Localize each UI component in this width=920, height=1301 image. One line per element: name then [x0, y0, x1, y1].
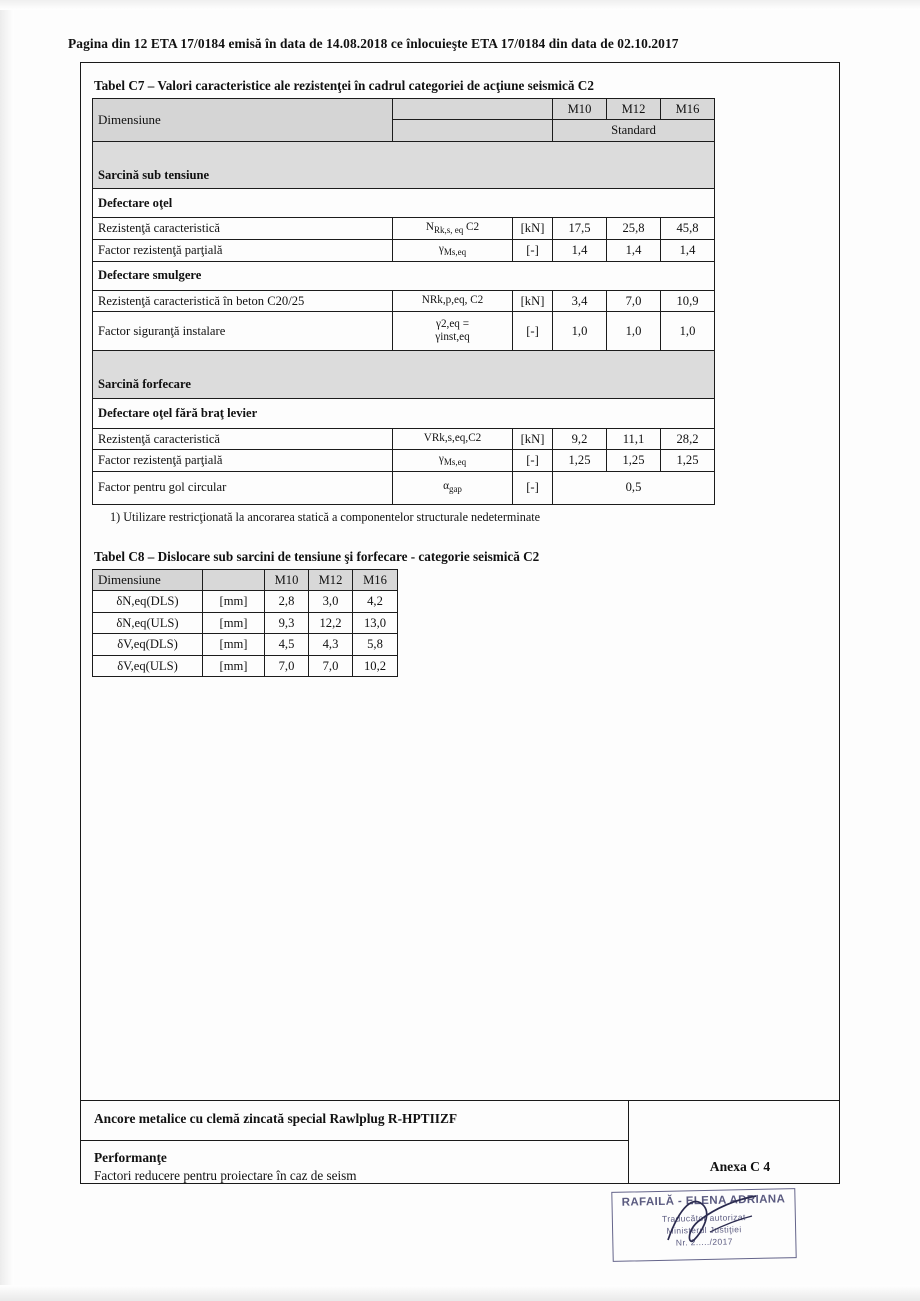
- stamp-line-2: Traducător autorizat: [661, 1212, 746, 1224]
- c7-section-steel-failure: Defectare oţel: [93, 189, 715, 218]
- c8-row2-v1: 4,3: [309, 634, 353, 655]
- c7-standard-label: Standard: [553, 120, 715, 141]
- table-row: [93, 612, 398, 633]
- c7-row3-symbol-bottom: γinst,eq: [435, 331, 470, 344]
- c7-row0-label: Rezistenţă caracteristică: [93, 218, 393, 240]
- c8-row0-v2: 4,2: [353, 591, 398, 612]
- c7-row1-v0: 1,4: [553, 239, 607, 261]
- table-row: [93, 449, 715, 471]
- c8-row3-v1: 7,0: [309, 655, 353, 676]
- c7-section-steel-no-lever: Defectare oţel fără braţ levier: [93, 398, 715, 428]
- content-area: [88, 72, 836, 677]
- c8-row3-v2: 10,2: [353, 655, 398, 676]
- table-c8: [92, 569, 398, 678]
- table-row: [93, 351, 715, 372]
- c7-row5-label: Factor rezistenţă parţială: [93, 449, 393, 471]
- c8-hdr-blank: [203, 569, 265, 591]
- table-row: [93, 569, 398, 591]
- c7-row0-v1: 25,8: [607, 218, 661, 240]
- c7-row1-symbol: $\gamma_{Ms,eq}$: [393, 239, 513, 261]
- c7-row1-v1: 1,4: [607, 239, 661, 261]
- c7-row3-v2: 1,0: [661, 312, 715, 351]
- c7-hdr-blank1: [393, 99, 513, 120]
- c7-row4-v2: 28,2: [661, 428, 715, 449]
- c7-row1-v2: 1,4: [661, 239, 715, 261]
- c8-row2-label: δV,eq(DLS): [93, 634, 203, 655]
- table-row: [93, 261, 715, 290]
- c8-size-m10: M10: [265, 569, 309, 591]
- c7-row2-v1: 7,0: [607, 290, 661, 311]
- table-row: [93, 372, 715, 399]
- c7-spacer-1: [93, 141, 715, 162]
- stamp-line-3: Ministerul Justiţiei: [666, 1224, 742, 1236]
- c7-hdr-blank4: [513, 120, 553, 141]
- footer-divider-vertical: [628, 1100, 629, 1184]
- c7-size-m12: M12: [607, 99, 661, 120]
- table-row: [93, 239, 715, 261]
- c8-row0-v1: 3,0: [309, 591, 353, 612]
- table-row: [93, 218, 715, 240]
- table-row: [93, 471, 715, 504]
- c8-size-m16: M16: [353, 569, 398, 591]
- c7-row4-v1: 11,1: [607, 428, 661, 449]
- table-row: [93, 398, 715, 428]
- c8-row3-v0: 7,0: [265, 655, 309, 676]
- c7-row4-symbol: VRk,s,eq,C2: [393, 428, 513, 449]
- c7-row4-label: Rezistenţă caracteristică: [93, 428, 393, 449]
- c7-row4-v0: 9,2: [553, 428, 607, 449]
- c8-row0-label: δN,eq(DLS): [93, 591, 203, 612]
- table-c7-footnote: 1) Utilizare restricţionată la ancorarea statică a componentelor structurale nedeterminate: [110, 509, 541, 524]
- c7-row3-unit: [-]: [513, 312, 553, 351]
- c7-size-m10: M10: [553, 99, 607, 120]
- scan-edge-top: [0, 0, 920, 10]
- c8-row3-unit: [mm]: [203, 655, 265, 676]
- c8-row2-unit: [mm]: [203, 634, 265, 655]
- c7-row5-symbol: $\gamma_{Ms,eq}$: [393, 449, 513, 471]
- c8-size-m12: M12: [309, 569, 353, 591]
- page-header: Pagina din 12 ETA 17/0184 emisă în data de 14.08.2018 ce înlocuieşte ETA 17/0184 din data de 02.10.2017: [68, 36, 679, 51]
- c8-row2-v2: 5,8: [353, 634, 398, 655]
- c7-dim-label: Dimensiune: [93, 99, 393, 142]
- c8-row3-label: δV,eq(ULS): [93, 655, 203, 676]
- c7-row6-merged-value: 0,5: [553, 471, 715, 504]
- c7-row0-v2: 45,8: [661, 218, 715, 240]
- c7-row6-label: Factor pentru gol circular: [93, 471, 393, 504]
- c7-row0-v0: 17,5: [553, 218, 607, 240]
- c8-row1-unit: [mm]: [203, 612, 265, 633]
- c7-row1-label: Factor rezistenţă parţială: [93, 239, 393, 261]
- c7-hdr-blank3: [393, 120, 513, 141]
- c7-row0-unit: [kN]: [513, 218, 553, 240]
- c8-row1-v0: 9,3: [265, 612, 309, 633]
- c7-spacer-2: [93, 351, 715, 372]
- c7-row4-unit: [kN]: [513, 428, 553, 449]
- c7-section-shear: Sarcină forfecare: [93, 372, 715, 399]
- c8-row1-label: δN,eq(ULS): [93, 612, 203, 633]
- c7-row5-v1: 1,25: [607, 449, 661, 471]
- c7-hdr-blank2: [513, 99, 553, 120]
- c7-row3-v0: 1,0: [553, 312, 607, 351]
- c7-row3-symbol: [393, 312, 513, 351]
- c7-row3-v1: 1,0: [607, 312, 661, 351]
- table-c7: [92, 98, 715, 505]
- c7-row0-symbol: $N_{Rk,s, eq}$ C2: [393, 218, 513, 240]
- c8-row2-v0: 4,5: [265, 634, 309, 655]
- table-row: [93, 290, 715, 311]
- c7-size-m16: M16: [661, 99, 715, 120]
- table-c7-caption: Tabel C7 – Valori caracteristice ale rezistenţei în cadrul categoriei de acţiune seismică C2: [94, 78, 594, 93]
- c7-row2-v0: 3,4: [553, 290, 607, 311]
- table-row: [93, 634, 398, 655]
- c7-row6-unit: [-]: [513, 471, 553, 504]
- footer-performance-label: Performanţe: [94, 1150, 167, 1165]
- translator-stamp: [611, 1188, 796, 1262]
- table-row: [93, 162, 715, 189]
- c7-row5-v0: 1,25: [553, 449, 607, 471]
- c7-row2-v2: 10,9: [661, 290, 715, 311]
- footer-product-title: Ancore metalice cu clemă zincată special Rawlplug R-HPTIIZF: [94, 1111, 458, 1126]
- c7-row3-label: Factor siguranţă instalare: [93, 312, 393, 351]
- c7-row3-symbol-top: γ2,eq =: [436, 318, 469, 331]
- table-row: [93, 99, 715, 120]
- table-row: [93, 428, 715, 449]
- table-c8-caption: Tabel C8 – Dislocare sub sarcini de tensiune şi forfecare - categorie seismică C2: [94, 548, 540, 564]
- c8-row0-unit: [mm]: [203, 591, 265, 612]
- c7-section-tension: Sarcină sub tensiune: [93, 162, 715, 189]
- c8-row1-v2: 13,0: [353, 612, 398, 633]
- c7-section-pullout: Defectare smulgere: [93, 261, 715, 290]
- c7-row6-symbol: $\alpha_{gap}$: [393, 471, 513, 504]
- footer-divider-mid: [80, 1140, 628, 1141]
- c8-dim-label: Dimensiune: [93, 569, 203, 591]
- table-row: [93, 312, 715, 351]
- table-row: [93, 141, 715, 162]
- c7-row1-unit: [-]: [513, 239, 553, 261]
- c8-row0-v0: 2,8: [265, 591, 309, 612]
- table-row: [93, 189, 715, 218]
- stamp-line-4: Nr. 2...../2017: [675, 1236, 733, 1248]
- c8-row1-v1: 12,2: [309, 612, 353, 633]
- scan-edge-left: [0, 0, 14, 1301]
- scan-edge-bottom: [0, 1285, 920, 1301]
- c7-row2-symbol: NRk,p,eq, C2: [393, 290, 513, 311]
- stamp-line-1: RAFAILĂ - ELENA ADRIANA: [621, 1193, 786, 1209]
- footer-divider-top: [80, 1100, 840, 1101]
- c7-row5-unit: [-]: [513, 449, 553, 471]
- c7-row2-unit: [kN]: [513, 290, 553, 311]
- footer-annex-label: Anexa C 4: [709, 1159, 771, 1174]
- table-row: [93, 655, 398, 676]
- table-row: [93, 591, 398, 612]
- c7-row5-v2: 1,25: [661, 449, 715, 471]
- footer-performance-sub: Factori reducere pentru proiectare în caz de seism: [94, 1168, 357, 1183]
- footer-block: [80, 1100, 840, 1184]
- c7-row2-label: Rezistenţă caracteristică în beton C20/25: [93, 290, 393, 311]
